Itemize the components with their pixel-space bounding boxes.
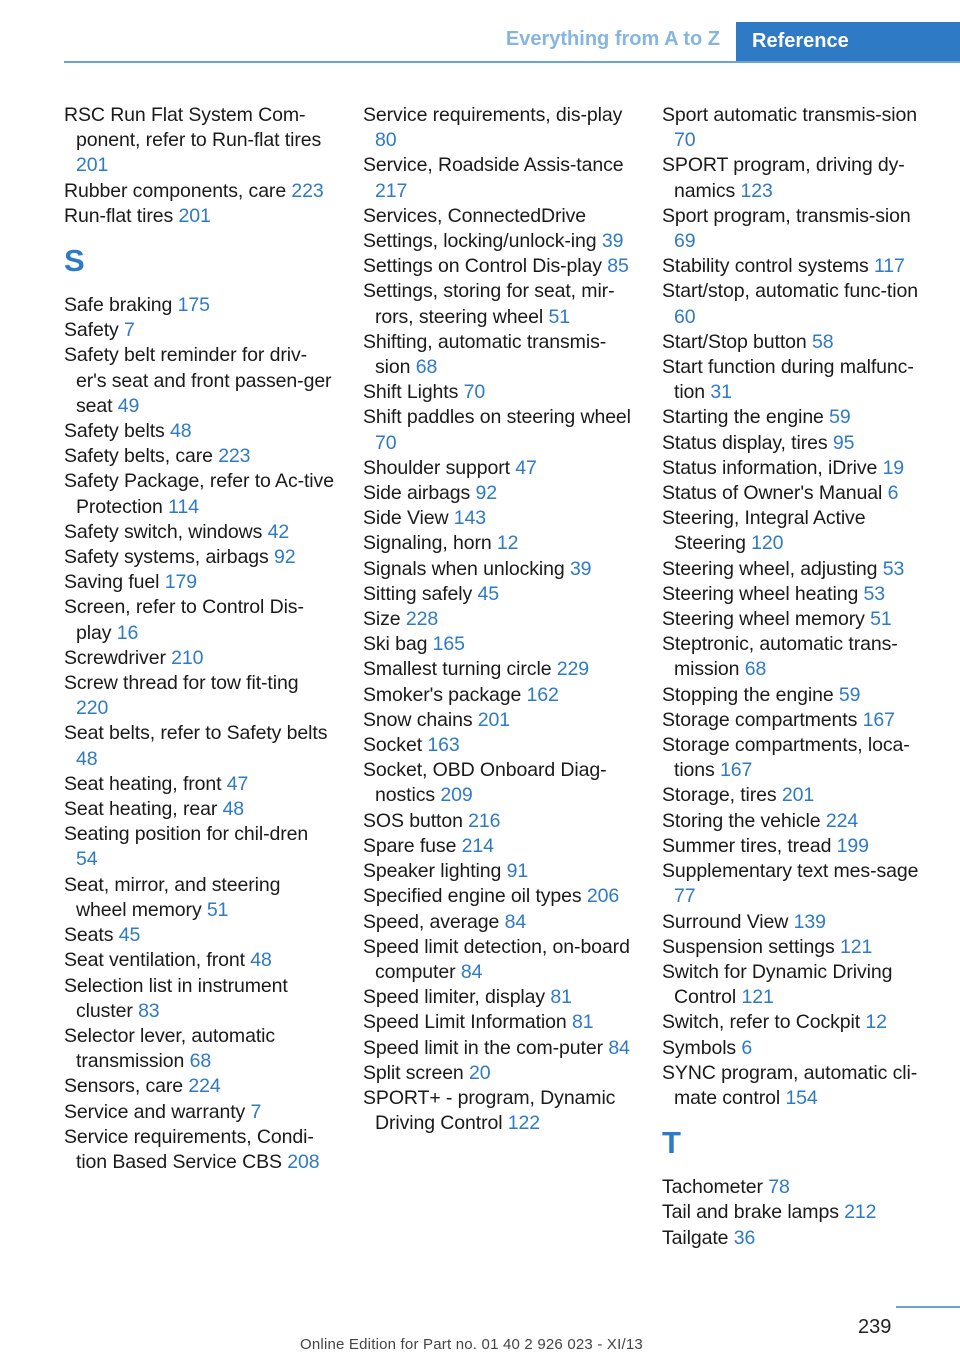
index-entry-term: Safety belts (64, 420, 165, 443)
index-page-link[interactable]: 224 (188, 1075, 221, 1098)
index-entry-term: Sensors, care (64, 1075, 184, 1098)
index-page-link[interactable]: 216 (468, 809, 501, 832)
index-entry-term: Side View (363, 507, 449, 530)
index-page-link[interactable]: 68 (415, 356, 438, 379)
index-entry-term: Smoker's package (363, 683, 522, 706)
index-entry (363, 582, 633, 607)
index-entry (64, 293, 334, 318)
index-entry-term: Speed limit in the com-puter (363, 1036, 603, 1059)
index-entry-term: Status display, tires (662, 431, 828, 454)
index-page-link[interactable]: 12 (865, 1011, 887, 1034)
index-entry-term: Seat heating, front (64, 772, 222, 795)
index-page-link[interactable]: 45 (477, 582, 499, 605)
index-entry-term: Shift Lights (363, 381, 459, 404)
index-entry-term: Start/stop, automatic func-tion (662, 280, 918, 303)
index-page-link[interactable]: 47 (226, 772, 249, 795)
index-entry-term: RSC Run Flat System Com-ponent, refer to Run-flat tires (64, 104, 322, 152)
index-entry (64, 1125, 334, 1175)
index-entry-term: Split screen (363, 1061, 464, 1084)
index-entry (662, 254, 932, 279)
index-entry (363, 456, 633, 481)
index-page-link[interactable]: 6 (887, 482, 899, 505)
index-entry (662, 783, 932, 808)
index-page-link[interactable]: 167 (720, 759, 753, 782)
index-page-link[interactable]: 223 (291, 179, 324, 202)
index-page-link[interactable]: 48 (76, 747, 98, 770)
index-entry-term: Steptronic, automatic trans-mission (662, 633, 898, 681)
index-letter-heading: T (662, 1125, 681, 1161)
index-page-link[interactable]: 201 (178, 204, 211, 227)
index-page-link[interactable]: 85 (607, 255, 629, 278)
index-page-link[interactable]: 120 (751, 532, 784, 555)
index-entry (662, 1226, 932, 1251)
index-entry (64, 1100, 334, 1125)
index-page-link[interactable]: 95 (832, 431, 855, 454)
index-entry (363, 884, 633, 909)
index-entry (662, 481, 932, 506)
index-entry-term: Storage compartments (662, 708, 858, 731)
index-entry (662, 431, 932, 456)
index-entry-term: Selection list in instrument cluster (64, 974, 288, 1022)
index-page-link[interactable]: 123 (740, 179, 773, 202)
index-page-link[interactable]: 7 (124, 319, 135, 342)
index-page-link[interactable]: 53 (863, 582, 886, 605)
index-page-link[interactable]: 165 (432, 633, 465, 656)
index-page-link[interactable]: 210 (171, 646, 204, 669)
index-entry (363, 506, 633, 531)
index-entry-term: Smallest turning circle (363, 658, 552, 681)
index-entry-term: Saving fuel (64, 571, 160, 594)
index-entry-term: Side airbags (363, 482, 471, 505)
index-entry (363, 910, 633, 935)
index-page-link[interactable]: 68 (189, 1050, 212, 1073)
edition-footer: Online Edition for Part no. 01 40 2 926 023 - XI/13 (300, 1336, 643, 1353)
index-page-link[interactable]: 214 (461, 834, 494, 857)
index-entry-term: Shoulder support (363, 456, 510, 479)
index-page-link[interactable]: 78 (768, 1176, 790, 1199)
index-page-link[interactable]: 162 (526, 683, 559, 706)
index-column-2 (363, 103, 633, 1136)
index-entry (363, 1061, 633, 1086)
index-entry (662, 582, 932, 607)
index-entry (662, 834, 932, 859)
index-entry-term: Steering wheel, adjusting (662, 557, 878, 580)
index-entry-term: Summer tires, tread (662, 834, 832, 857)
index-entry-term: Sport automatic transmis-sion (662, 104, 918, 126)
index-page-link[interactable]: 223 (218, 445, 251, 468)
index-entry (64, 545, 334, 570)
index-page-link[interactable]: 7 (250, 1100, 262, 1123)
index-entry (363, 531, 633, 556)
index-entry (662, 103, 932, 153)
index-page-link[interactable]: 59 (829, 406, 851, 429)
index-entry-term: Service requirements, Condi-tion Based Service CBS (64, 1125, 314, 1173)
index-entry (363, 557, 633, 582)
index-page-link[interactable]: 69 (674, 230, 696, 253)
index-page-link[interactable]: 154 (785, 1086, 818, 1109)
index-entry (363, 153, 633, 203)
index-page-link[interactable]: 6 (741, 1036, 753, 1059)
index-page-link[interactable]: 20 (469, 1061, 491, 1084)
index-page-link[interactable]: 212 (844, 1201, 877, 1224)
index-entry-term: Shift paddles on steering wheel (363, 406, 631, 429)
index-entry-term: Seat belts, refer to Safety belts (64, 722, 328, 745)
index-entry (64, 671, 334, 721)
index-entry-term: Safety Package, refer to Ac-tive Protection (64, 470, 334, 518)
index-entry (363, 607, 633, 632)
index-entry (363, 708, 633, 733)
index-entry (662, 935, 932, 960)
index-entry (64, 179, 334, 204)
index-page-link[interactable]: 54 (76, 848, 98, 871)
index-entry-term: Settings, storing for seat, mir-rors, steering wheel (363, 280, 615, 328)
index-page-link[interactable]: 209 (440, 784, 473, 807)
index-entry (64, 318, 334, 343)
index-entry (363, 1036, 633, 1061)
index-entry (64, 595, 334, 645)
index-entry-term: Stability control systems (662, 255, 869, 278)
index-entry (363, 103, 633, 153)
index-entry-term: Safety (64, 319, 119, 342)
index-entry-term: Starting the engine (662, 406, 824, 429)
index-entry-term: Speed limiter, display (363, 986, 546, 1009)
index-entry-term: Speed Limit Information (363, 1011, 567, 1034)
index-entry (662, 859, 932, 909)
index-entry-term: Speed, average (363, 910, 500, 933)
index-page-link[interactable]: 60 (674, 305, 696, 328)
index-entry-term: Size (363, 608, 401, 631)
index-entry (662, 405, 932, 430)
index-page-link[interactable]: 51 (870, 608, 892, 631)
index-page-link[interactable]: 84 (608, 1036, 630, 1059)
index-entry (64, 948, 334, 973)
index-entry (662, 557, 932, 582)
index-entry (662, 683, 932, 708)
index-entry-term: Steering wheel memory (662, 608, 865, 631)
index-entry-term: Tailgate (662, 1226, 729, 1249)
index-entry (363, 657, 633, 682)
index-entry-term: Speed limit detection, on-board computer (363, 935, 630, 983)
index-entry-term: Snow chains (363, 708, 473, 731)
index-entry (662, 506, 932, 556)
index-entry (662, 733, 932, 783)
index-entry (363, 809, 633, 834)
index-entry-term: Tachometer (662, 1176, 763, 1199)
index-entry-term: Services, ConnectedDrive (363, 204, 587, 227)
index-entry-term: Safe braking (64, 294, 173, 317)
index-entry-term: Storage compartments, loca-tions (662, 734, 910, 782)
index-page-link[interactable]: 92 (475, 482, 498, 505)
index-page-link[interactable]: 47 (515, 456, 537, 479)
index-page-link[interactable]: 201 (477, 708, 511, 731)
index-entry-term: Switch for Dynamic Driving Control (662, 960, 893, 1009)
index-entry-term: Service and warranty (64, 1100, 246, 1123)
index-entry-term: Seat ventilation, front (64, 949, 245, 972)
index-entry-term: Selector lever, automatic transmission (64, 1024, 276, 1073)
index-entry (662, 809, 932, 834)
index-entry-term: Seats (64, 924, 114, 947)
index-entry-term: Ski bag (363, 633, 428, 656)
index-page-link[interactable]: 114 (168, 495, 199, 518)
index-page-link[interactable]: 179 (164, 571, 197, 594)
index-entry-term: Screwdriver (64, 646, 166, 669)
header-divider (64, 61, 960, 63)
footer-divider (896, 1306, 960, 1308)
index-entry (662, 330, 932, 355)
index-page-link[interactable]: 48 (222, 798, 245, 821)
index-entry-term: Safety belt reminder for driv-er's seat and front passen-ger seat (64, 344, 332, 417)
index-entry (662, 1036, 932, 1061)
index-entry-term: Settings, locking/unlock-ing (363, 230, 597, 253)
index-entry (662, 607, 932, 632)
index-page-link[interactable]: 84 (504, 910, 527, 933)
reference-tab[interactable]: Reference (736, 22, 960, 62)
index-page-link[interactable]: 39 (569, 557, 592, 580)
index-page-link[interactable]: 167 (862, 708, 895, 731)
index-entry-term: Socket (363, 734, 423, 757)
index-page-link[interactable]: 139 (793, 910, 826, 933)
index-page-link[interactable]: 199 (836, 834, 869, 857)
index-entry (64, 419, 334, 444)
index-entry (363, 481, 633, 506)
index-entry-term: Sport program, transmis-sion (662, 204, 911, 227)
index-entry-term: Start function during malfunc-tion (662, 356, 914, 404)
index-page-link[interactable]: 45 (118, 924, 141, 947)
index-entry (64, 772, 334, 797)
index-entry (363, 229, 633, 254)
index-entry-term: Start/Stop button (662, 330, 807, 353)
index-entry (64, 1074, 334, 1099)
index-entry-term: Signals when unlocking (363, 557, 565, 580)
index-entry (662, 1175, 932, 1200)
index-entry-term: Status information, iDrive (662, 456, 878, 479)
index-entry-term: Steering wheel heating (662, 582, 859, 605)
index-column-1 (64, 103, 334, 1175)
index-entry-term: Sitting safely (363, 582, 473, 605)
index-entry (363, 632, 633, 657)
index-entry-term: Surround View (662, 910, 789, 933)
index-entry-term: Rubber components, care (64, 179, 287, 202)
index-entry-term: Safety switch, windows (64, 520, 263, 543)
index-entry-term: Service requirements, dis-play (363, 104, 623, 126)
index-entry (64, 923, 334, 948)
index-entry (64, 343, 334, 419)
index-page-link[interactable]: 208 (287, 1150, 320, 1173)
index-entry-term: Seat, mirror, and steering wheel memory (64, 873, 281, 921)
index-entry (662, 153, 932, 203)
index-page-link[interactable]: 91 (506, 860, 529, 883)
index-entry-term: Screw thread for tow fit-ting (64, 672, 299, 695)
index-page-link[interactable]: 229 (556, 658, 590, 681)
index-entry (363, 330, 633, 380)
index-entry (662, 910, 932, 935)
index-entry (662, 456, 932, 481)
index-entry-term: Storage, tires (662, 784, 777, 807)
index-entry-term: SOS button (363, 809, 463, 832)
index-entry-term: Storing the vehicle (662, 809, 821, 832)
index-column-3 (662, 103, 932, 1251)
index-entry-term: Safety belts, care (64, 445, 213, 468)
index-entry (363, 405, 633, 455)
index-entry (64, 570, 334, 595)
index-entry (662, 632, 932, 682)
index-entry (363, 985, 633, 1010)
index-entry (64, 721, 334, 771)
index-entry-term: Shifting, automatic transmis-sion (363, 330, 607, 379)
index-entry (363, 1010, 633, 1035)
index-page-link[interactable]: 16 (116, 621, 139, 644)
index-entry-term: Settings on Control Dis-play (363, 255, 602, 278)
index-page-link[interactable]: 36 (733, 1226, 756, 1249)
index-entry (363, 935, 633, 985)
index-entry (64, 204, 334, 229)
index-entry (662, 708, 932, 733)
index-entry-term: Signaling, horn (363, 532, 492, 555)
index-entry (662, 1061, 932, 1111)
index-page-link[interactable]: 84 (460, 960, 483, 983)
index-page-link[interactable]: 48 (170, 420, 192, 443)
index-page-link[interactable]: 163 (427, 734, 460, 757)
index-entry (363, 279, 633, 329)
index-entry (363, 254, 633, 279)
index-page-link[interactable]: 220 (76, 697, 109, 720)
index-entry-term: SPORT+ - program, Dynamic Driving Control (363, 1086, 616, 1135)
index-entry-term: Run-flat tires (64, 204, 174, 227)
index-entry-term: Status of Owner's Manual (662, 482, 883, 505)
index-entry-term: Seat heating, rear (64, 798, 218, 821)
index-page-link[interactable]: 224 (825, 809, 859, 832)
index-entry-term: Service, Roadside Assis-tance (363, 154, 624, 177)
index-page-link[interactable]: 77 (674, 885, 696, 908)
index-entry (363, 733, 633, 758)
index-page-link[interactable]: 58 (811, 330, 834, 353)
index-page-link[interactable]: 121 (741, 986, 774, 1009)
index-page-link[interactable]: 217 (375, 179, 408, 202)
index-page-link[interactable]: 53 (882, 557, 905, 580)
index-entry-term: Stopping the engine (662, 683, 834, 706)
index-page-link[interactable]: 59 (838, 683, 861, 706)
index-entry-term: SYNC program, automatic cli-mate control (662, 1061, 918, 1109)
index-entry-term: Seating position for chil-dren (64, 823, 309, 846)
index-entry (363, 758, 633, 808)
index-page-link[interactable]: 19 (882, 456, 905, 479)
index-entry-term: Spare fuse (363, 834, 457, 857)
index-page-link[interactable]: 121 (839, 935, 873, 958)
index-entry-term: Suspension settings (662, 935, 835, 958)
index-entry-term: Symbols (662, 1036, 737, 1059)
index-entry (662, 1200, 932, 1225)
index-entry (662, 204, 932, 254)
index-page-link[interactable]: 51 (206, 898, 229, 921)
index-entry (662, 279, 932, 329)
index-entry-term: SPORT program, driving dy-namics (662, 154, 905, 202)
index-entry (363, 683, 633, 708)
index-page-link[interactable]: 48 (250, 949, 272, 972)
index-page-link[interactable]: 31 (710, 381, 732, 404)
index-entry (662, 1010, 932, 1035)
page-number: 239 (858, 1316, 892, 1338)
index-entry-term: Socket, OBD Onboard Diag-nostics (363, 759, 607, 807)
index-entry-term: Steering, Integral Active Steering (662, 507, 866, 555)
index-entry (662, 355, 932, 405)
index-page-link[interactable]: 83 (138, 999, 160, 1022)
index-entry (64, 103, 334, 179)
index-entry (64, 974, 334, 1024)
index-entry (363, 204, 633, 229)
section-title: Everything from A to Z (505, 28, 720, 50)
index-entry-term: Specified engine oil types (363, 885, 582, 908)
index-page-link[interactable]: 39 (601, 230, 624, 253)
index-entry (363, 380, 633, 405)
index-page-link[interactable]: 68 (744, 658, 767, 681)
index-page-link[interactable]: 49 (117, 394, 140, 417)
index-entry (64, 873, 334, 923)
index-page-link[interactable]: 81 (571, 1011, 594, 1034)
index-page-link[interactable]: 70 (463, 381, 486, 404)
index-page-link[interactable]: 12 (496, 532, 519, 555)
index-entry (64, 520, 334, 545)
index-page-link[interactable]: 80 (375, 129, 397, 152)
index-page-link[interactable]: 70 (375, 431, 397, 454)
index-page-link[interactable]: 201 (781, 784, 815, 807)
index-page-link[interactable]: 206 (586, 885, 620, 908)
index-page-link[interactable]: 51 (548, 305, 570, 328)
index-entry (363, 1086, 633, 1136)
index-entry (662, 960, 932, 1010)
index-entry (64, 822, 334, 872)
index-entry-term: Speaker lighting (363, 860, 502, 883)
index-page-link[interactable]: 228 (405, 608, 439, 631)
index-entry (64, 469, 334, 519)
index-page-link[interactable]: 143 (453, 507, 487, 530)
index-page-link[interactable]: 117 (873, 255, 905, 278)
index-entry (64, 444, 334, 469)
page-header (0, 0, 960, 64)
index-page-link[interactable]: 42 (267, 520, 290, 543)
index-page-link[interactable]: 70 (674, 129, 696, 152)
index-page-link[interactable]: 92 (274, 546, 296, 569)
index-page-link[interactable]: 122 (507, 1112, 541, 1135)
index-page-link[interactable]: 175 (177, 294, 210, 317)
index-entry (64, 797, 334, 822)
index-entry (64, 646, 334, 671)
index-entry (64, 1024, 334, 1074)
index-entry-term: Supplementary text mes-sage (662, 860, 919, 883)
index-entry (363, 859, 633, 884)
index-entry-term: Tail and brake lamps (662, 1201, 839, 1224)
index-letter-heading: S (64, 243, 85, 279)
index-entry-term: Safety systems, airbags (64, 546, 269, 569)
index-page-link[interactable]: 201 (76, 154, 109, 177)
index-page-link[interactable]: 81 (550, 986, 572, 1009)
index-entry-term: Screen, refer to Control Dis-play (64, 596, 304, 644)
index-entry-term: Switch, refer to Cockpit (662, 1011, 861, 1034)
index-entry (363, 834, 633, 859)
